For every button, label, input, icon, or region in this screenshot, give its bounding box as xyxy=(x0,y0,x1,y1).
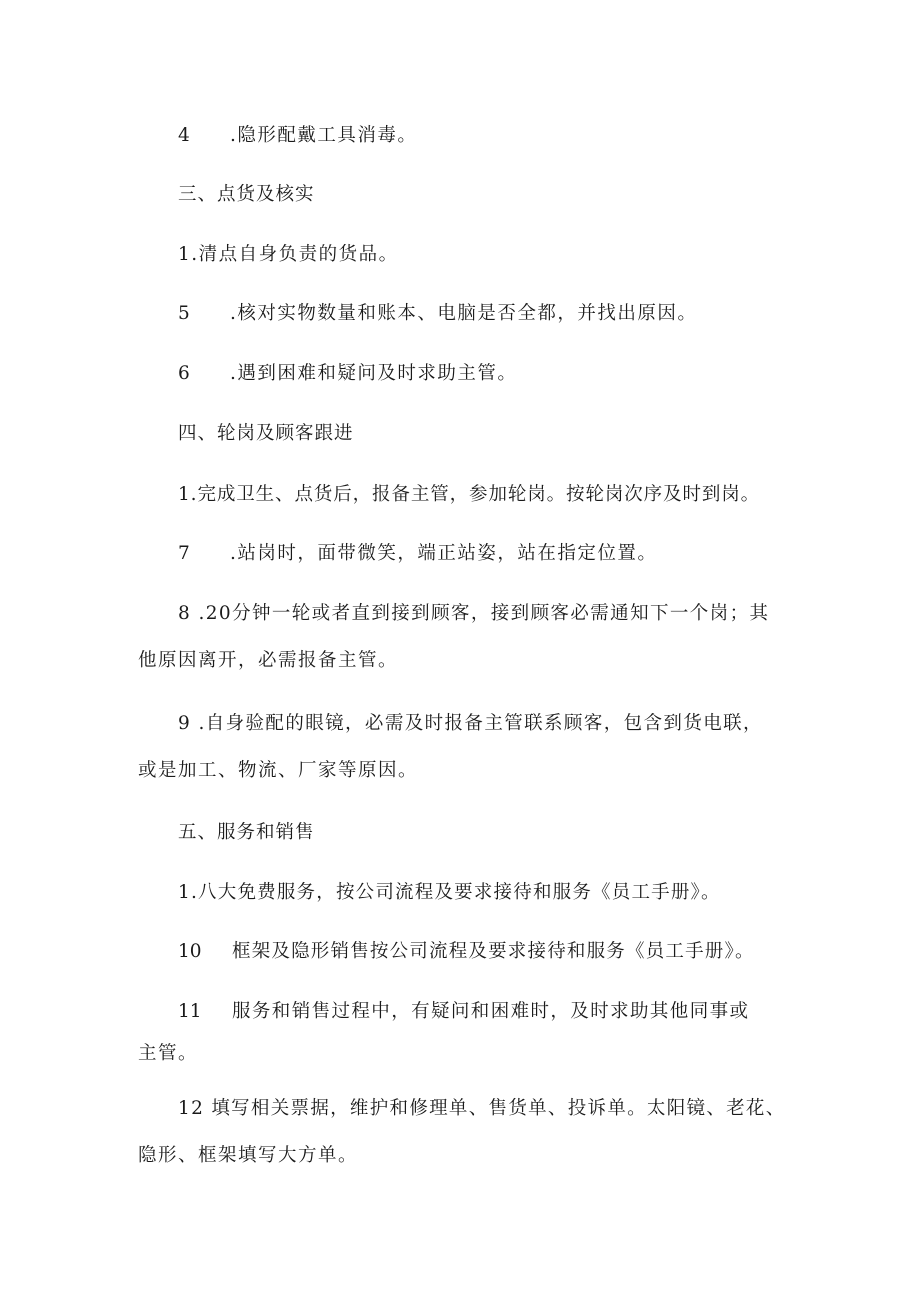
heading-text: 四、轮岗及顾客跟进 xyxy=(178,423,354,444)
item-number: 5 xyxy=(178,303,190,324)
section-heading xyxy=(178,183,315,207)
list-item xyxy=(178,1000,749,1024)
item-text: 12 填写相关票据，维护和修理单、售货单、投诉单。太阳镜、老花、 xyxy=(178,1098,786,1119)
heading-text: 三、点货及核实 xyxy=(178,184,315,205)
list-item xyxy=(178,124,417,148)
heading-text: 五、服务和销售 xyxy=(178,822,315,843)
list-item-continuation xyxy=(138,1042,198,1066)
item-text: 1.清点自身负责的货品。 xyxy=(178,244,399,265)
item-text: .遇到困难和疑问及时求助主管。 xyxy=(230,363,518,384)
item-text: .站岗时，面带微笑，端正站姿，站在指定位置。 xyxy=(230,543,658,564)
item-text: .隐形配戴工具消毒。 xyxy=(230,125,418,146)
item-number: 4 xyxy=(178,125,190,146)
list-item xyxy=(178,243,399,267)
item-text: .核对实物数量和账本、电脑是否全都，并找出原因。 xyxy=(230,303,698,324)
item-number: 10 xyxy=(178,941,202,962)
item-text: 主管。 xyxy=(138,1043,199,1064)
item-text: 或是加工、物流、厂家等原因。 xyxy=(138,760,419,781)
item-text: 服务和销售过程中，有疑问和困难时，及时求助其他同事或 xyxy=(232,1001,750,1022)
item-text: 1.完成卫生、点货后，报备主管，参加轮岗。按轮岗次序及时到岗。 xyxy=(178,484,761,505)
item-text: 隐形、框架填写大方单。 xyxy=(138,1145,359,1166)
list-item xyxy=(178,483,760,507)
section-heading xyxy=(178,422,354,446)
item-text: 8 .20分钟一轮或者直到接到顾客，接到顾客必需通知下一个岗；其 xyxy=(178,603,770,624)
list-item xyxy=(178,1097,786,1121)
list-item xyxy=(178,302,697,326)
item-number: 7 xyxy=(178,543,190,564)
item-text: 他原因离开，必需报备主管。 xyxy=(138,650,399,671)
list-item xyxy=(178,362,517,386)
item-text: 框架及隐形销售按公司流程及要求接待和服务《员工手册》。 xyxy=(232,941,755,962)
list-item xyxy=(178,940,755,964)
list-item xyxy=(178,881,721,905)
list-item-continuation xyxy=(138,759,418,783)
item-text: 9 .自身验配的眼镜，必需及时报备主管联系顾客，包含到货电联， xyxy=(178,713,763,734)
list-item xyxy=(178,542,657,566)
item-text: 1.八大免费服务，按公司流程及要求接待和服务《员工手册》。 xyxy=(178,882,721,903)
list-item-continuation xyxy=(138,649,398,673)
list-item xyxy=(178,602,769,626)
list-item xyxy=(178,712,763,736)
item-number: 6 xyxy=(178,363,190,384)
section-heading xyxy=(178,821,315,845)
item-number: 11 xyxy=(178,1001,202,1022)
list-item-continuation xyxy=(138,1144,358,1168)
